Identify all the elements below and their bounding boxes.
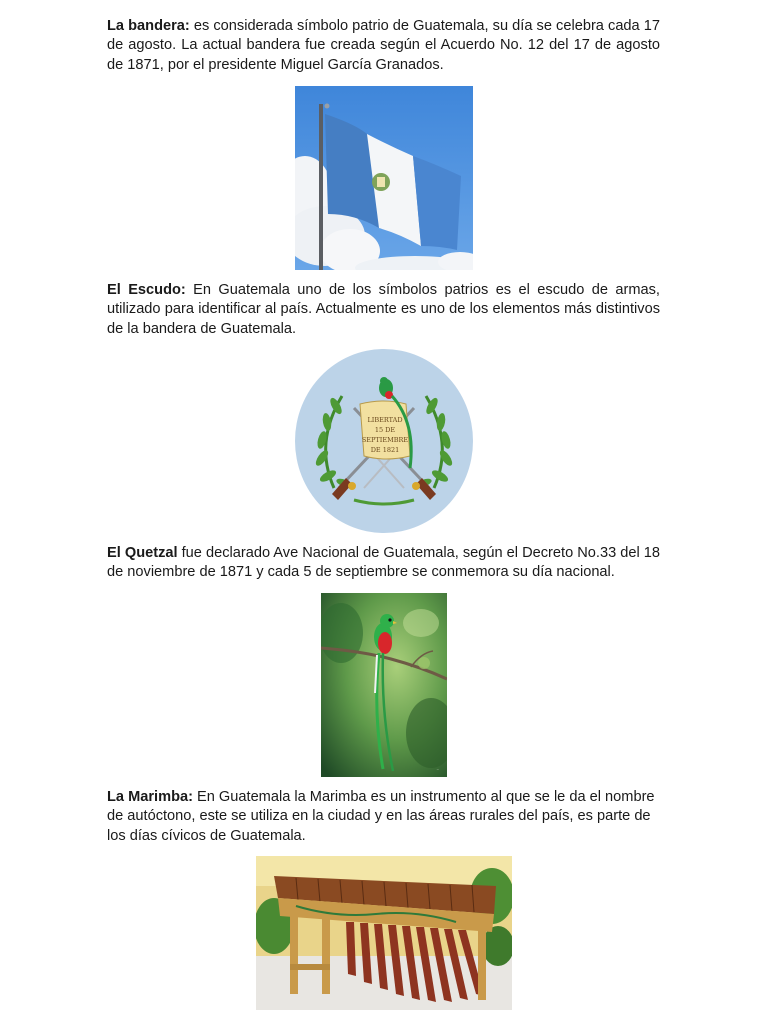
flag-image: [295, 86, 473, 270]
paragraph-escudo: [107, 281, 660, 339]
term-marimba: La Marimba:: [107, 789, 193, 805]
scroll-text-line4: DE 1821: [370, 446, 400, 454]
scroll-text-line3: SEPTIEMBRE: [361, 436, 409, 444]
scroll-text-line2: 15 DE: [374, 426, 396, 434]
marimba-image: [256, 856, 512, 1010]
coat-of-arms-image: [294, 348, 474, 534]
text-marimba: En Guatemala la Marimba es un instrumento al que se le da el nombre de autóctono, este se utiliza en la ciudad y en las áreas rurales del país, es parte de los días cívicos de Guatemala.: [107, 789, 655, 844]
text-quetzal: fue declarado Ave Nacional de Guatemala, según el Decreto No.33 del 18 de noviembre de 1871 y cada 5 de septiembre se conmemora su día nacional.: [107, 545, 661, 581]
term-escudo: El Escudo:: [107, 282, 186, 298]
text-escudo: En Guatemala uno de los símbolos patrios es el escudo de armas, utilizado para identificar al país. Actualmente es uno de los elementos más distintivos de la bandera de Guatemala.: [107, 282, 660, 337]
scroll-text-line1: LIBERTAD: [367, 416, 403, 424]
term-bandera: La bandera:: [107, 18, 190, 34]
text-bandera: es considerada símbolo patrio de Guatemala, su día se celebra cada 17 de agosto. La actual bandera fue creada según el Acuerdo No. 12 del 17 de agosto de 1871, por el presidente Miguel García Granados.: [107, 18, 660, 73]
svg-text:~: ~: [436, 767, 439, 772]
quetzal-image: [321, 593, 447, 777]
term-quetzal: El Quetzal: [107, 545, 178, 561]
paragraph-bandera: [107, 17, 660, 75]
paragraph-quetzal: [107, 544, 660, 583]
paragraph-marimba: [107, 788, 660, 846]
